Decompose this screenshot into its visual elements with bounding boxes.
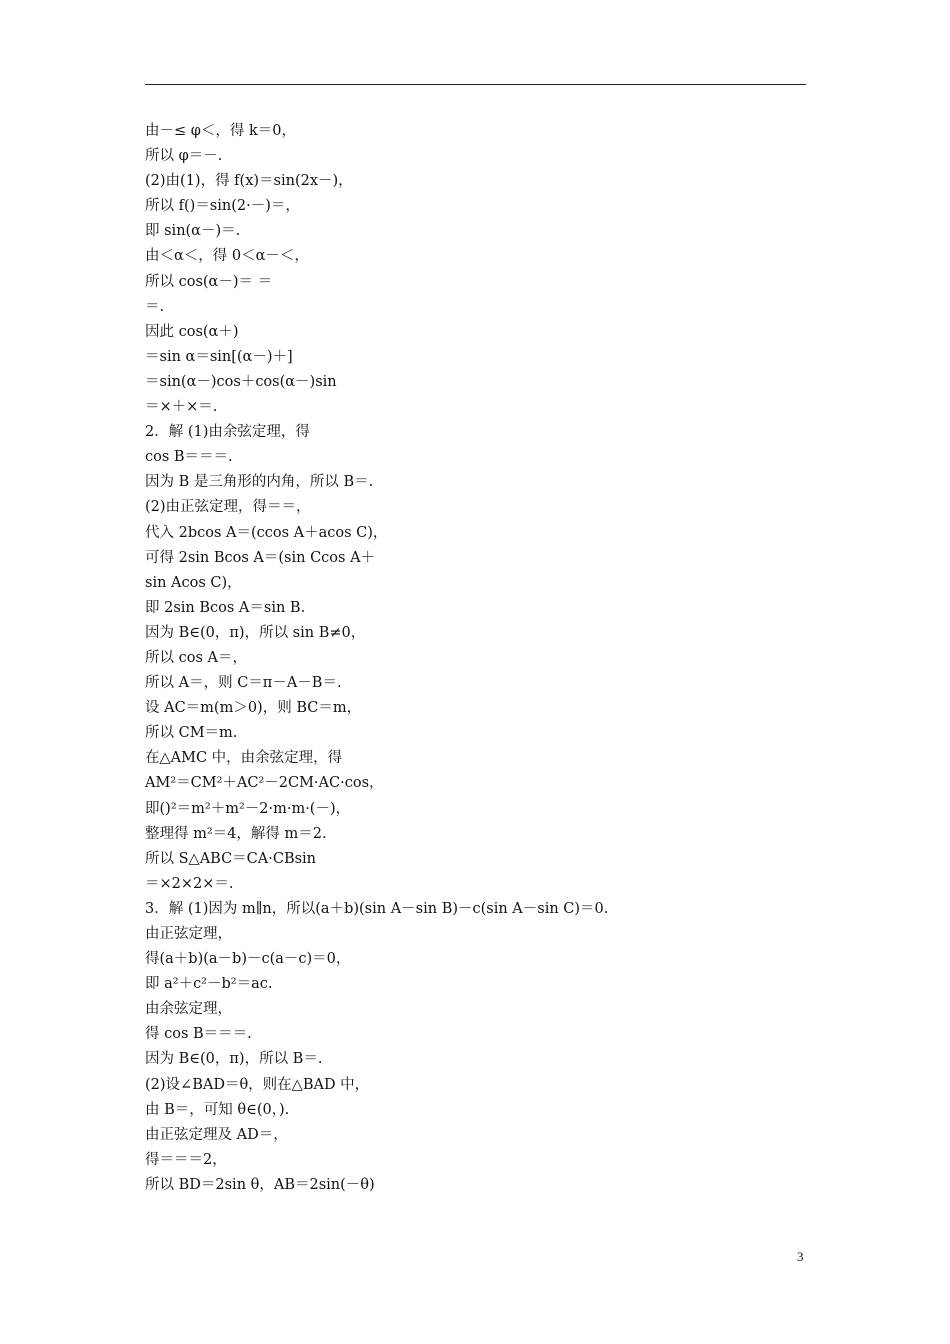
text-line: (2)由正弦定理，得＝＝， <box>145 499 311 516</box>
text-line: 所以 cos A＝， <box>145 649 247 666</box>
text-line: 所以 A＝，则 C＝π－A－B＝. <box>145 675 342 692</box>
text-line: 3．解 (1)因为 m∥n，所以(a＋b)(sin A－sin B)－c(sin A－sin C)＝0. <box>145 900 609 917</box>
text-line: 得＝＝＝2， <box>145 1151 227 1168</box>
text-line: 因此 cos(α＋) <box>145 323 239 340</box>
text-line: AM²＝CM²＋AC²－2CM·AC·cos， <box>145 775 384 792</box>
text-line: 所以 cos(α－)＝ ＝ <box>145 273 273 290</box>
page-number: 3 <box>797 1249 804 1264</box>
text-line: 因为 B∈(0，π)，所以 B＝. <box>145 1051 323 1068</box>
text-line: 由－≤ φ＜，得 k＝0， <box>145 123 297 139</box>
text-line: 所以 BD＝2sin θ，AB＝2sin(－θ) <box>145 1176 375 1193</box>
text-line: 所以 S△ABC＝CA·CBsin <box>145 850 317 867</box>
header-rule <box>145 84 806 85</box>
text-line: 因为 B∈(0，π)，所以 sin B≠0， <box>145 624 366 641</box>
text-line: 即 2sin Bcos A＝sin B. <box>145 599 306 616</box>
text-line: 在△AMC 中，由余弦定理，得 <box>145 750 343 767</box>
text-line: 所以 f()＝sin(2·－)＝， <box>145 198 300 215</box>
text-line: ＝. <box>145 298 165 315</box>
text-line: 由 B＝，可知 θ∈(0，). <box>145 1101 290 1118</box>
text-line: 由＜α＜，得 0＜α－＜， <box>145 248 309 265</box>
text-line: 所以 φ＝－. <box>145 148 223 165</box>
document-body <box>145 119 806 1198</box>
text-line: 代入 2bcos A＝(ccos A＋acos C)， <box>145 524 388 541</box>
text-line: 由余弦定理， <box>145 1001 232 1018</box>
text-line: 设 AC＝m(m＞0)，则 BC＝m， <box>145 700 362 717</box>
text-line: 所以 CM＝m. <box>145 725 238 742</box>
text-line: ＝sin α＝sin[(α－)＋] <box>145 348 293 365</box>
text-line: 即()²＝m²＋m²－2·m·m·(－)， <box>145 800 351 817</box>
text-line: ＝sin(α－)cos＋cos(α－)sin <box>145 373 337 390</box>
text-line: 整理得 m²＝4，解得 m＝2. <box>145 825 327 842</box>
text-line: ＝×2×2×＝. <box>145 875 234 892</box>
text-line: (2)由(1)，得 f(x)＝sin(2x－)， <box>145 173 353 190</box>
text-line: sin Acos C)， <box>145 574 242 591</box>
text-line: 由正弦定理， <box>145 926 232 942</box>
text-line: 由正弦定理及 AD＝， <box>145 1126 288 1143</box>
text-line: 即 sin(α－)＝. <box>145 223 241 240</box>
text-line: ＝×＋×＝. <box>145 399 218 416</box>
text-line: 可得 2sin Bcos A＝(sin Ccos A＋ <box>145 549 376 566</box>
text-line: cos B＝＝＝. <box>145 449 233 466</box>
text-line: 得 cos B＝＝＝. <box>145 1026 252 1043</box>
text-line: (2)设∠BAD＝θ，则在△BAD 中， <box>145 1076 370 1093</box>
text-line: 因为 B 是三角形的内角，所以 B＝. <box>145 474 374 491</box>
text-line: 即 a²＋c²－b²＝ac. <box>145 976 273 993</box>
text-line: 得(a＋b)(a－b)－c(a－c)＝0， <box>145 951 351 968</box>
text-line: 2．解 (1)由余弦定理，得 <box>145 424 310 441</box>
